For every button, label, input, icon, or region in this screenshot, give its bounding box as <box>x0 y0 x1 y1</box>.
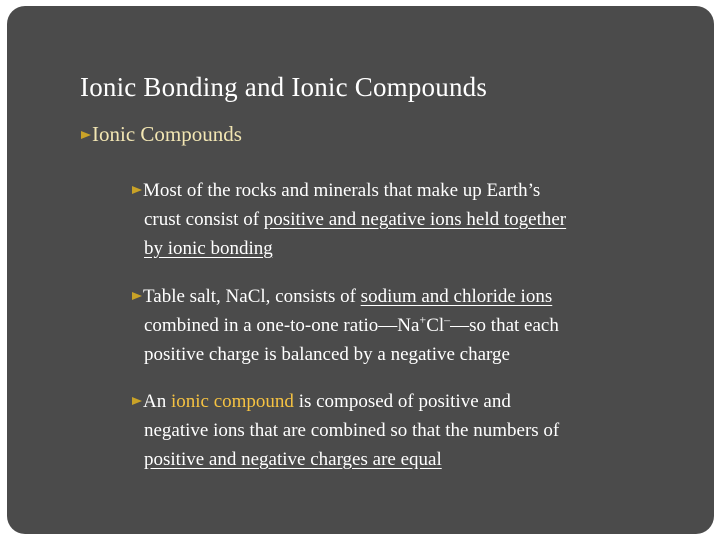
underlined-text: positive and negative ions held together <box>263 209 567 230</box>
superscript: – <box>444 312 451 327</box>
slide <box>7 6 714 534</box>
bullet-line <box>131 416 691 445</box>
bullet-mark-icon <box>131 395 143 407</box>
bullet-line <box>131 282 691 311</box>
bullet-rocks <box>131 176 691 263</box>
bullet-mark-icon <box>131 290 143 302</box>
bullet-line <box>131 387 691 416</box>
bullet-table-salt <box>131 282 691 369</box>
underlined-text: positive and negative charges are equal <box>144 449 442 470</box>
text-segment: is composed of positive and <box>293 391 511 412</box>
bullet-line <box>131 311 691 340</box>
text-segment: negative ions that are combined so that the numbers of <box>144 420 560 441</box>
text-segment: Cl <box>426 315 445 336</box>
text-segment: crust consist of <box>144 209 264 230</box>
text-segment: Most of the rocks and minerals that make up Earth’s <box>143 180 541 201</box>
text-segment: Table salt, NaCl, consists of <box>143 286 361 307</box>
text-segment: —so that each <box>450 315 559 336</box>
highlighted-term: ionic compound <box>170 391 294 412</box>
bullet-mark-icon <box>80 129 92 141</box>
bullet-line <box>131 340 691 369</box>
superscript: + <box>419 312 427 327</box>
text-segment: combined in a one-to-one ratio—Na <box>144 315 420 336</box>
bullet-line <box>131 176 691 205</box>
underlined-text: by ionic bonding <box>144 238 273 259</box>
bullet-level1 <box>80 122 242 147</box>
bullet-line <box>131 234 691 263</box>
bullet-mark-icon <box>131 184 143 196</box>
slide-title: Ionic Bonding and Ionic Compounds <box>80 72 488 102</box>
bullet-line <box>131 445 691 474</box>
text-segment: positive charge is balanced by a negative charge <box>144 344 510 365</box>
bullet-line <box>131 205 691 234</box>
bullet-ionic-compound <box>131 387 691 474</box>
underlined-text: sodium and chloride ions <box>360 286 553 307</box>
bullet-level1-text: Ionic Compounds <box>92 122 242 146</box>
text-segment: An <box>143 391 171 412</box>
